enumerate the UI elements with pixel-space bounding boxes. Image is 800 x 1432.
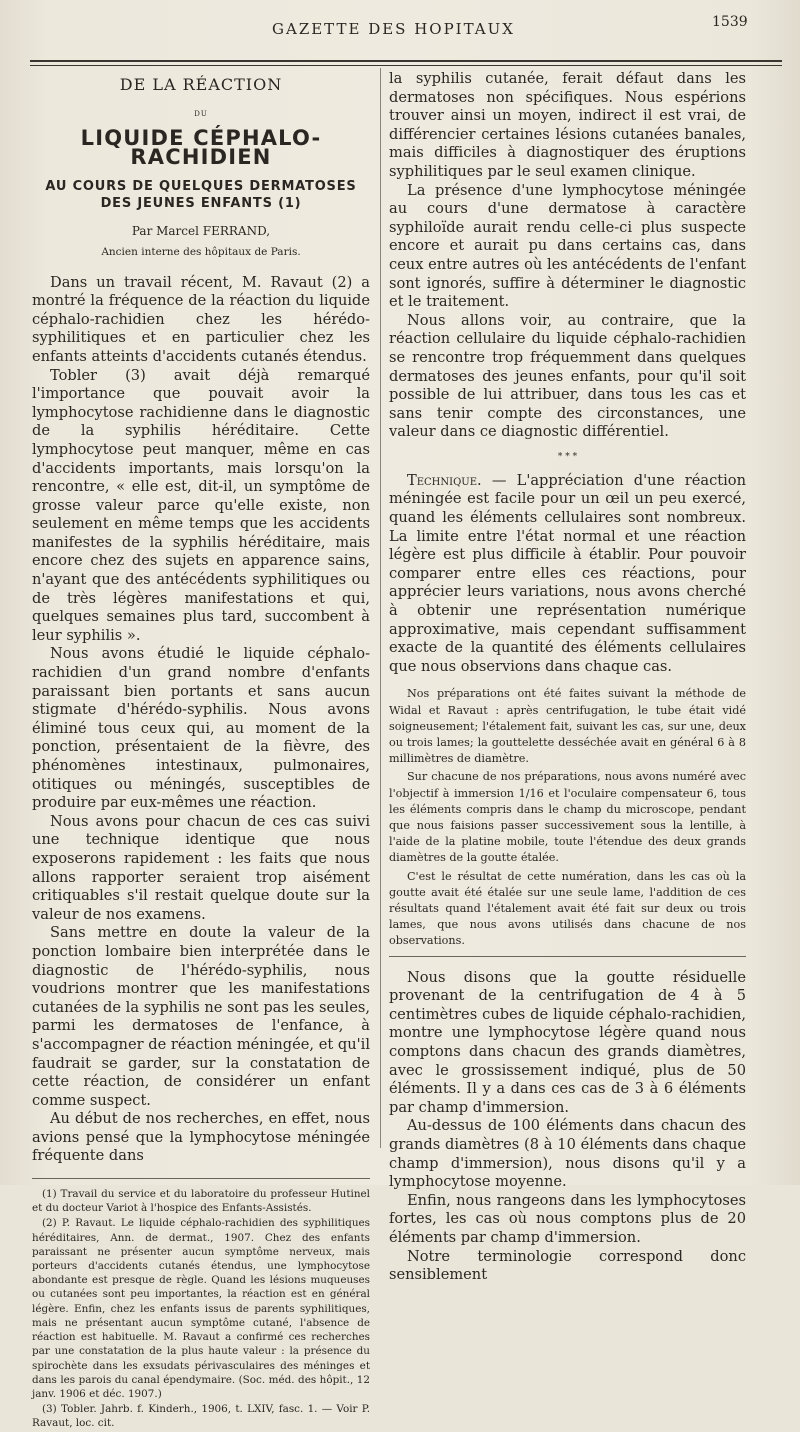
paragraph: Notre terminologie correspond donc sensiblement [389,1247,746,1284]
article-title-du: DU [194,109,208,118]
page-number: 1539 [712,14,748,30]
header-rule-thin [30,65,782,66]
section-text: — L'appréciation d'une réaction méningée est facile pour un œil un peu exercé, quand les éléments cellulaires sont nombreux. La limite entre l'état normal et une réaction légère est plus difficile à établir. Pour pouvoir comparer entre elles ces réactions, pour apprécier leurs variations, nous avons cherché à obtenir une représentation numérique approximative, mais cependant suffisamment exacte de la quantité des éléments cellulaires que nous observions dans chaque cas. [389,471,746,675]
small-paragraph: Sur chacune de nos préparations, nous avons numéré avec l'objectif à immersion 1/16 et l'oculaire compensateur 6, tous les éléments compris dans le champ du microscope, pendant que nous faisions passer successivement sous la lentille, à l'aide de la platine mobile, toute l'étendue des deux grands diamètres de la goutte étalée. [389,770,746,865]
paragraph: Au début de nos recherches, en effet, nous avions pensé que la lymphocytose méningée fréquente dans [32,1110,370,1165]
paragraph: la syphilis cutanée, ferait défaut dans les dermatoses non spécifiques. Nous espérions trouver ainsi un moyen, indirect il est vrai, de différencier certaines lésions cutanées banales, mais difficiles à diagnostiquer des éruptions syphilitiques par le seul examen clinique. [389,70,746,180]
paragraph: Nous disons que la goutte résiduelle provenant de la centrifugation de 4 à 5 centimètres cubes de liquide céphalo-rachidien, montre une lymphocytose légère quand nous comptons dans chacun des grands diamètres, avec le grossissement indiqué, plus de 50 éléments. Il y a dans ces cas de 3 à 6 éléments par champ d'immersion. [389,968,746,1116]
separator-rule [389,956,746,957]
paragraph: Dans un travail récent, M. Ravaut (2) a montré la fréquence de la réaction du liquide céphalo-rachidien chez les hérédo-syphilitiques et en particulier chez les enfants atteints d'accidents cutanés étendus. [32,273,370,365]
footnote: (3) Tobler. Jahrb. f. Kinderh., 1906, t. LXIV, fasc. 1. — Voir P. Ravaut, loc. cit. [32,1403,370,1430]
header-rule-thick [30,60,782,62]
paragraph: Enfin, nous rangeons dans les lymphocytoses fortes, les cas où nous comptons plus de 20 éléments par champ d'immersion. [389,1191,746,1246]
section-label: Technique. [407,471,482,489]
paragraph: Nous allons voir, au contraire, que la réaction cellulaire du liquide céphalo-rachidien se rencontre trop fréquemment dans quelques dermatoses des jeunes enfants, pour qu'il soit possible de lui attribuer, dans tous les cas et sans tenir compte des circonstances, une valeur dans ce diagnostic différentiel. [389,311,746,441]
left-column [32,70,370,1432]
paragraph: Nous avons pour chacun de ces cas suivi une technique identique que nous exposerons rapidement : les faits que nous allons rapporter seraient trop aisément critiquables s'il restait quelque doute sur la valeur de nos examens. [32,812,370,923]
footnotes [32,1178,370,1430]
footnote: (2) P. Ravaut. Le liquide céphalo-rachidien des syphilitiques héréditaires, Ann. de dermat., 1907. Chez des enfants paraissant ne présenter aucun symptôme nerveux, mais porteurs d'accidents cutanés étendus, une lymphocytose abondante est presque de règle. Quand les lésions muqueuses ou cutanées sont peu importantes, la réaction est en général légère. Enfin, chez les enfants issus de parents syphilitiques, mais ne présentant aucun symptôme cutané, l'absence de réaction est habituelle. M. Ravaut a confirmé ces recherches par une constatation de la plus haute valeur : la présence du spirochète dans les exsudats périvasculaires des méninges et dans les parois du canal épendymaire. (Soc. méd. des hôpit., 12 janv. 1906 et déc. 1907.) [32,1217,370,1400]
column-divider [380,68,381,1148]
right-column [389,70,746,1285]
article-title-top: DE LA RÉACTION [119,75,283,94]
author-role: Ancien interne des hôpitaux de Paris. [101,245,301,258]
paragraph: Sans mettre en doute la valeur de la ponction lombaire bien interprétée dans le diagnostic de l'hérédo-syphilis, nous voudrions montrer que les manifestations cutanées de la syphilis ne sont pas les seules, parmi les dermatoses de l'enfance, à s'accompagner de réaction méningée, et qu'il faudrait se garder, sur la constatation de cette réaction, de considérer un enfant comme suspect. [32,924,370,1109]
paragraph: La présence d'une lymphocytose méningée au cours d'une dermatose à caractère syphiloïde aurait rendu celle-ci plus suspecte encore et aurait pu dans certains cas, dans ceux entre autres où les antécédents de l'enfant sont ignorés, suffire à déterminer le diagnostic et le traitement. [389,181,746,311]
article-title-main: LIQUIDE CÉPHALO-RACHIDIEN [80,126,322,169]
footnote: (1) Travail du service et du laboratoire du professeur Hutinel et du docteur Variot à l'hospice des Enfants-Assistés. [32,1188,370,1215]
small-print-block [389,686,746,949]
section-separator: * * * [557,451,578,462]
article-subtitle-2: DES JEUNES ENFANTS (1) [100,196,302,212]
byline: Par Marcel FERRAND, [131,224,271,239]
paragraph: Tobler (3) avait déjà remarqué l'importance que pouvait avoir la lymphocytose rachidienne dans le diagnostic de la syphilis héréditaire. Cette lymphocytose peut manquer, même en cas d'accidents importants, mais lorsqu'on la rencontre, « elle est, dit-il, un symptôme de grosse valeur parce qu'elle existe, non seulement en même temps que les accidents manifestes de la syphilis héréditaire, mais encore chez des sujets en apparence sains, n'ayant que des antécédents syphilitiques ou de très légères manifestations et qui, quelques semaines plus tard, succombent à leur syphilis ». [32,366,370,644]
article-subtitle-1: AU COURS DE QUELQUES DERMATOSES [45,179,357,195]
small-paragraph: Nos préparations ont été faites suivant la méthode de Widal et Ravaut : après centrifugation, le tube était vidé soigneusement; l'étalement fait, suivant les cas, sur une, deux ou trois lames; la gouttelette desséchée avait en général 6 à 8 millimètres de diamètre. [389,687,746,766]
paragraph: Nous avons étudié le liquide céphalo-rachidien d'un grand nombre d'enfants paraissant bien portants et sans aucun stigmate d'hérédo-syphilis. Nous avons éliminé tous ceux qui, au moment de la ponction, présentaient de la fièvre, des phénomènes intestinaux, pulmonaires, otitiques ou méningés, susceptibles de produire par eux-mêmes une réaction. [32,645,370,812]
running-header [0,14,800,44]
paragraph: Au-dessus de 100 éléments dans chacun des grands diamètres (8 à 10 éléments dans chaque champ d'immersion), nous disons qu'il y a lymphocytose moyenne. [389,1117,746,1191]
journal-title: GAZETTE DES HOPITAUX [272,20,515,38]
small-paragraph: C'est le résultat de cette numération, dans les cas où la goutte avait été étalée sur une seule lame, l'addition de ces résultats quand l'étalement avait été fait sur deux ou trois lames, que nous avons utilisés dans chacune de nos observations. [389,869,746,948]
paragraph-technique [389,472,746,677]
